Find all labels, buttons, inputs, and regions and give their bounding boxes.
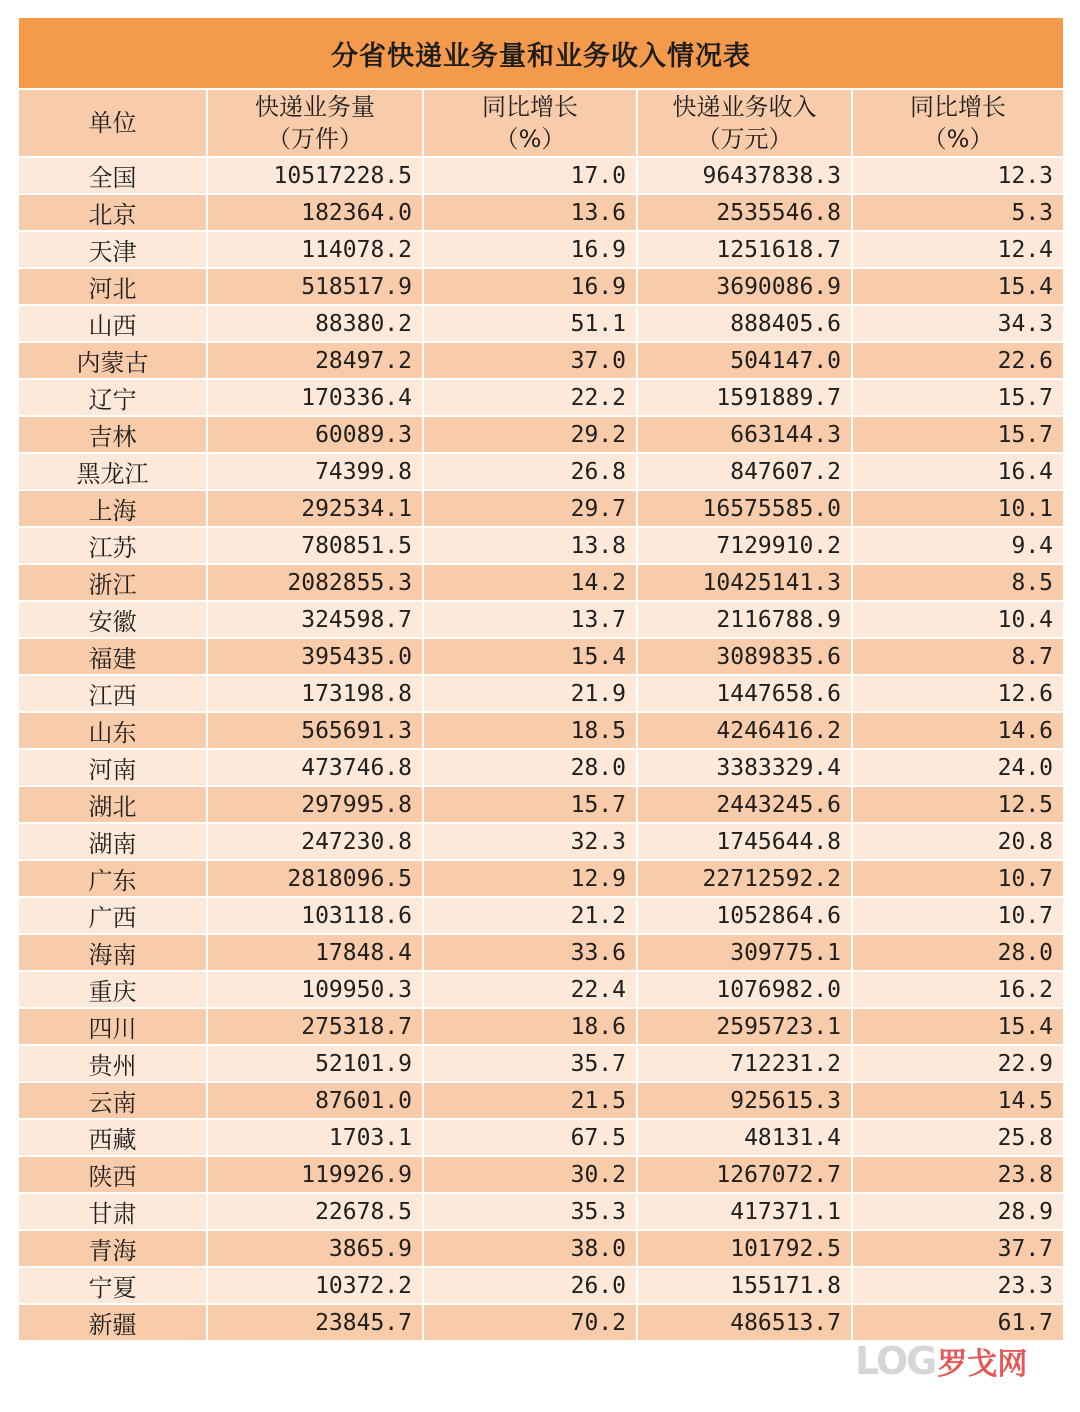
volume-cell: 23845.7 [207, 1304, 423, 1341]
header-row [18, 89, 1064, 157]
table-row [18, 786, 1064, 823]
unit-cell: 江苏 [18, 527, 207, 564]
unit-cell: 青海 [18, 1230, 207, 1267]
revenue-growth-cell: 12.4 [852, 231, 1064, 268]
table-row [18, 1230, 1064, 1267]
volume-growth-cell: 12.9 [423, 860, 637, 897]
watermark-logo [855, 1338, 1070, 1384]
unit-cell: 山东 [18, 712, 207, 749]
revenue-growth-cell: 23.8 [852, 1156, 1064, 1193]
revenue-cell: 417371.1 [637, 1193, 852, 1230]
revenue-growth-cell: 22.9 [852, 1045, 1064, 1082]
unit-cell: 新疆 [18, 1304, 207, 1341]
volume-growth-cell: 16.9 [423, 231, 637, 268]
table-row [18, 1304, 1064, 1341]
revenue-growth-cell: 8.5 [852, 564, 1064, 601]
volume-growth-cell: 26.8 [423, 453, 637, 490]
revenue-growth-cell: 23.3 [852, 1267, 1064, 1304]
revenue-cell: 309775.1 [637, 934, 852, 971]
table-row [18, 1193, 1064, 1230]
column-header-volume: 快递业务量 （万件） [207, 89, 423, 157]
volume-growth-cell: 22.4 [423, 971, 637, 1008]
revenue-cell: 4246416.2 [637, 712, 852, 749]
table-body [18, 157, 1064, 1341]
table-row [18, 675, 1064, 712]
revenue-cell: 2595723.1 [637, 1008, 852, 1045]
unit-cell: 黑龙江 [18, 453, 207, 490]
table-container [17, 16, 1063, 1342]
revenue-growth-cell: 10.1 [852, 490, 1064, 527]
revenue-cell: 663144.3 [637, 416, 852, 453]
unit-cell: 山西 [18, 305, 207, 342]
revenue-growth-cell: 28.9 [852, 1193, 1064, 1230]
revenue-growth-cell: 61.7 [852, 1304, 1064, 1341]
volume-cell: 3865.9 [207, 1230, 423, 1267]
revenue-growth-cell: 24.0 [852, 749, 1064, 786]
revenue-growth-cell: 16.2 [852, 971, 1064, 1008]
unit-cell: 云南 [18, 1082, 207, 1119]
table-row [18, 860, 1064, 897]
unit-cell: 广东 [18, 860, 207, 897]
unit-cell: 北京 [18, 194, 207, 231]
table-row [18, 416, 1064, 453]
volume-growth-cell: 26.0 [423, 1267, 637, 1304]
volume-cell: 87601.0 [207, 1082, 423, 1119]
column-header-revenue: 快递业务收入 （万元） [637, 89, 852, 157]
volume-growth-cell: 18.6 [423, 1008, 637, 1045]
unit-cell: 陕西 [18, 1156, 207, 1193]
volume-cell: 324598.7 [207, 601, 423, 638]
revenue-cell: 1447658.6 [637, 675, 852, 712]
volume-growth-cell: 17.0 [423, 157, 637, 194]
revenue-growth-cell: 10.7 [852, 897, 1064, 934]
column-header-revenue-growth: 同比增长 （%） [852, 89, 1064, 157]
table-row [18, 1008, 1064, 1045]
revenue-growth-cell: 8.7 [852, 638, 1064, 675]
volume-growth-cell: 38.0 [423, 1230, 637, 1267]
table-row [18, 490, 1064, 527]
volume-growth-cell: 13.7 [423, 601, 637, 638]
revenue-cell: 7129910.2 [637, 527, 852, 564]
revenue-growth-cell: 15.4 [852, 1008, 1064, 1045]
revenue-growth-cell: 12.6 [852, 675, 1064, 712]
volume-cell: 22678.5 [207, 1193, 423, 1230]
revenue-cell: 712231.2 [637, 1045, 852, 1082]
table-row [18, 1082, 1064, 1119]
volume-growth-cell: 13.8 [423, 527, 637, 564]
table-row [18, 897, 1064, 934]
volume-cell: 170336.4 [207, 379, 423, 416]
revenue-growth-cell: 15.4 [852, 268, 1064, 305]
unit-cell: 重庆 [18, 971, 207, 1008]
revenue-growth-cell: 10.4 [852, 601, 1064, 638]
revenue-cell: 2535546.8 [637, 194, 852, 231]
volume-growth-cell: 29.2 [423, 416, 637, 453]
revenue-cell: 504147.0 [637, 342, 852, 379]
volume-growth-cell: 70.2 [423, 1304, 637, 1341]
table-row [18, 712, 1064, 749]
revenue-cell: 16575585.0 [637, 490, 852, 527]
volume-cell: 74399.8 [207, 453, 423, 490]
revenue-cell: 1267072.7 [637, 1156, 852, 1193]
volume-growth-cell: 22.2 [423, 379, 637, 416]
revenue-growth-cell: 9.4 [852, 527, 1064, 564]
unit-cell: 安徽 [18, 601, 207, 638]
volume-growth-cell: 30.2 [423, 1156, 637, 1193]
revenue-growth-cell: 14.5 [852, 1082, 1064, 1119]
express-stats-table [17, 16, 1065, 1342]
table-row [18, 971, 1064, 1008]
unit-cell: 浙江 [18, 564, 207, 601]
table-title: 分省快递业务量和业务收入情况表 [18, 17, 1064, 89]
table-row [18, 194, 1064, 231]
revenue-cell: 2116788.9 [637, 601, 852, 638]
table-row [18, 1045, 1064, 1082]
column-header-unit: 单位 [18, 89, 207, 157]
revenue-growth-cell: 15.7 [852, 416, 1064, 453]
volume-cell: 1703.1 [207, 1119, 423, 1156]
revenue-cell: 101792.5 [637, 1230, 852, 1267]
unit-cell: 河北 [18, 268, 207, 305]
revenue-growth-cell: 16.4 [852, 453, 1064, 490]
table-row [18, 1119, 1064, 1156]
volume-cell: 10372.2 [207, 1267, 423, 1304]
revenue-cell: 925615.3 [637, 1082, 852, 1119]
unit-cell: 海南 [18, 934, 207, 971]
revenue-cell: 22712592.2 [637, 860, 852, 897]
table-row [18, 231, 1064, 268]
revenue-cell: 486513.7 [637, 1304, 852, 1341]
volume-growth-cell: 29.7 [423, 490, 637, 527]
unit-cell: 湖北 [18, 786, 207, 823]
volume-cell: 292534.1 [207, 490, 423, 527]
watermark-latin: LOG [855, 1339, 936, 1383]
volume-growth-cell: 18.5 [423, 712, 637, 749]
volume-cell: 10517228.5 [207, 157, 423, 194]
table-row [18, 749, 1064, 786]
volume-cell: 297995.8 [207, 786, 423, 823]
revenue-cell: 48131.4 [637, 1119, 852, 1156]
unit-cell: 全国 [18, 157, 207, 194]
unit-cell: 内蒙古 [18, 342, 207, 379]
volume-cell: 275318.7 [207, 1008, 423, 1045]
table-row [18, 934, 1064, 971]
volume-growth-cell: 35.7 [423, 1045, 637, 1082]
revenue-cell: 2443245.6 [637, 786, 852, 823]
volume-growth-cell: 33.6 [423, 934, 637, 971]
volume-cell: 103118.6 [207, 897, 423, 934]
volume-growth-cell: 35.3 [423, 1193, 637, 1230]
volume-growth-cell: 32.3 [423, 823, 637, 860]
volume-growth-cell: 37.0 [423, 342, 637, 379]
table-row [18, 601, 1064, 638]
volume-growth-cell: 51.1 [423, 305, 637, 342]
revenue-cell: 96437838.3 [637, 157, 852, 194]
unit-cell: 甘肃 [18, 1193, 207, 1230]
volume-growth-cell: 21.2 [423, 897, 637, 934]
volume-cell: 780851.5 [207, 527, 423, 564]
unit-cell: 湖南 [18, 823, 207, 860]
revenue-growth-cell: 25.8 [852, 1119, 1064, 1156]
volume-growth-cell: 16.9 [423, 268, 637, 305]
unit-cell: 广西 [18, 897, 207, 934]
unit-cell: 河南 [18, 749, 207, 786]
volume-cell: 2818096.5 [207, 860, 423, 897]
volume-cell: 119926.9 [207, 1156, 423, 1193]
revenue-cell: 1052864.6 [637, 897, 852, 934]
unit-cell: 天津 [18, 231, 207, 268]
table-row [18, 342, 1064, 379]
volume-cell: 2082855.3 [207, 564, 423, 601]
volume-growth-cell: 67.5 [423, 1119, 637, 1156]
revenue-growth-cell: 12.5 [852, 786, 1064, 823]
volume-cell: 60089.3 [207, 416, 423, 453]
volume-cell: 17848.4 [207, 934, 423, 971]
revenue-growth-cell: 12.3 [852, 157, 1064, 194]
table-row [18, 1267, 1064, 1304]
volume-cell: 473746.8 [207, 749, 423, 786]
revenue-growth-cell: 20.8 [852, 823, 1064, 860]
revenue-growth-cell: 15.7 [852, 379, 1064, 416]
unit-cell: 四川 [18, 1008, 207, 1045]
column-header-volume-growth: 同比增长 （%） [423, 89, 637, 157]
revenue-growth-cell: 10.7 [852, 860, 1064, 897]
revenue-cell: 1591889.7 [637, 379, 852, 416]
watermark-cn: 罗戈网 [937, 1347, 1028, 1382]
volume-growth-cell: 14.2 [423, 564, 637, 601]
volume-growth-cell: 13.6 [423, 194, 637, 231]
table-row [18, 157, 1064, 194]
volume-growth-cell: 15.7 [423, 786, 637, 823]
volume-cell: 395435.0 [207, 638, 423, 675]
volume-cell: 565691.3 [207, 712, 423, 749]
volume-cell: 247230.8 [207, 823, 423, 860]
revenue-growth-cell: 22.6 [852, 342, 1064, 379]
revenue-cell: 3383329.4 [637, 749, 852, 786]
unit-cell: 吉林 [18, 416, 207, 453]
revenue-growth-cell: 5.3 [852, 194, 1064, 231]
volume-cell: 518517.9 [207, 268, 423, 305]
volume-cell: 52101.9 [207, 1045, 423, 1082]
volume-growth-cell: 21.5 [423, 1082, 637, 1119]
revenue-cell: 1745644.8 [637, 823, 852, 860]
revenue-cell: 888405.6 [637, 305, 852, 342]
volume-cell: 88380.2 [207, 305, 423, 342]
revenue-cell: 847607.2 [637, 453, 852, 490]
unit-cell: 江西 [18, 675, 207, 712]
volume-cell: 182364.0 [207, 194, 423, 231]
unit-cell: 福建 [18, 638, 207, 675]
table-row [18, 564, 1064, 601]
table-row [18, 527, 1064, 564]
unit-cell: 辽宁 [18, 379, 207, 416]
table-row [18, 453, 1064, 490]
table-row [18, 1156, 1064, 1193]
revenue-cell: 10425141.3 [637, 564, 852, 601]
volume-cell: 28497.2 [207, 342, 423, 379]
table-row [18, 379, 1064, 416]
table-row [18, 268, 1064, 305]
unit-cell: 宁夏 [18, 1267, 207, 1304]
volume-growth-cell: 15.4 [423, 638, 637, 675]
revenue-growth-cell: 34.3 [852, 305, 1064, 342]
table-row [18, 638, 1064, 675]
volume-cell: 109950.3 [207, 971, 423, 1008]
unit-cell: 上海 [18, 490, 207, 527]
revenue-cell: 155171.8 [637, 1267, 852, 1304]
revenue-cell: 3690086.9 [637, 268, 852, 305]
unit-cell: 贵州 [18, 1045, 207, 1082]
volume-cell: 173198.8 [207, 675, 423, 712]
table-row [18, 305, 1064, 342]
revenue-growth-cell: 14.6 [852, 712, 1064, 749]
unit-cell: 西藏 [18, 1119, 207, 1156]
revenue-cell: 1076982.0 [637, 971, 852, 1008]
volume-growth-cell: 28.0 [423, 749, 637, 786]
revenue-cell: 1251618.7 [637, 231, 852, 268]
table-row [18, 823, 1064, 860]
revenue-cell: 3089835.6 [637, 638, 852, 675]
revenue-growth-cell: 37.7 [852, 1230, 1064, 1267]
volume-growth-cell: 21.9 [423, 675, 637, 712]
volume-cell: 114078.2 [207, 231, 423, 268]
revenue-growth-cell: 28.0 [852, 934, 1064, 971]
